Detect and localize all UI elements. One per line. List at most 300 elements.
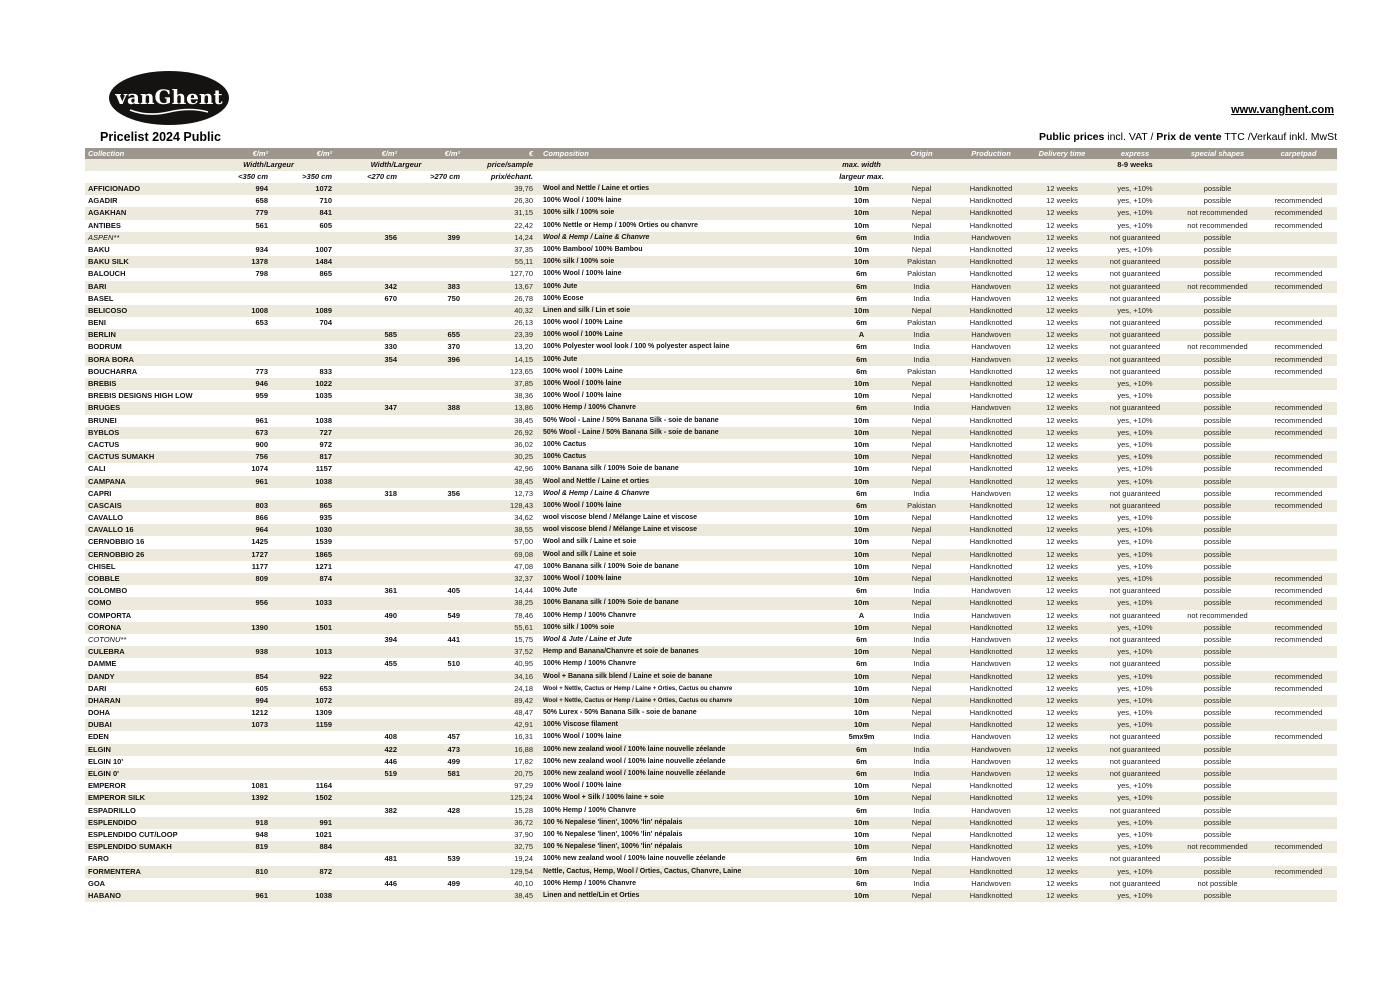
delivery-time: 12 weeks: [1046, 305, 1078, 315]
sample-price: 16,88: [514, 744, 533, 754]
sample-price: 40,95: [514, 659, 533, 669]
express: not guaranteed: [1109, 769, 1161, 778]
express: yes, +10%: [1117, 537, 1153, 547]
collection-name: DUBAI: [88, 720, 112, 730]
production: Handknotted: [969, 720, 1013, 730]
collection-name: ELGIN: [88, 744, 111, 754]
express: yes, +10%: [1117, 525, 1153, 535]
table-row: [85, 756, 1337, 768]
composition: Linen and silk / Lin et soie: [543, 306, 631, 314]
express: yes, +10%: [1117, 379, 1153, 388]
carpetpad: recommended: [1274, 403, 1323, 413]
table-row: [85, 817, 1337, 829]
price-per-m2-gt270: 370: [447, 342, 460, 352]
express: yes, +10%: [1117, 842, 1153, 852]
price-per-m2-lt350: 956: [255, 598, 268, 608]
col-header-collection: Collection: [88, 149, 125, 158]
express: yes, +10%: [1117, 220, 1153, 230]
price-per-m2-lt350: 946: [255, 379, 268, 388]
collection-name: FORMENTERA: [88, 866, 141, 876]
price-per-m2-lt270: 481: [384, 854, 397, 864]
price-per-m2-gt350: 1271: [315, 561, 332, 571]
special-shapes: possible: [1203, 598, 1232, 608]
special-shapes: possible: [1203, 756, 1232, 766]
express: yes, +10%: [1117, 305, 1153, 315]
price-per-m2-gt350: 874: [319, 574, 332, 583]
table-row: [85, 195, 1337, 207]
sample-price: 17,82: [514, 756, 533, 766]
special-shapes: possible: [1203, 476, 1232, 486]
table-row: [85, 610, 1337, 622]
express: not guaranteed: [1109, 403, 1161, 413]
collection-name: CULEBRA: [88, 647, 125, 657]
sample-price: 38,45: [514, 476, 533, 486]
price-per-m2-lt350: 798: [255, 269, 268, 279]
origin: India: [913, 732, 930, 742]
pricelist-table: [85, 148, 1337, 902]
max-width: 6m: [856, 878, 867, 888]
sample-price: 15,75: [514, 634, 533, 644]
price-per-m2-lt350: 866: [255, 513, 268, 523]
max-width: 6m: [856, 659, 867, 669]
sample-price: 23,39: [514, 330, 533, 340]
composition: 100% Jute: [543, 587, 578, 595]
sample-price: 36,02: [514, 439, 533, 449]
sample-price: 13,86: [514, 403, 533, 413]
origin: India: [913, 769, 930, 778]
production: Handknotted: [969, 476, 1013, 486]
special-shapes: possible: [1203, 244, 1232, 254]
table-row: [85, 500, 1337, 512]
max-width: 6m: [856, 318, 867, 328]
table-row: [85, 573, 1337, 585]
delivery-time: 12 weeks: [1046, 683, 1078, 693]
max-width: 6m: [856, 769, 867, 778]
price-per-m2-lt350: 964: [255, 525, 268, 535]
price-note-prix: Prix de vente: [1156, 131, 1222, 143]
price-per-m2-lt350: 948: [255, 829, 268, 839]
origin: Nepal: [911, 305, 932, 315]
express: not guaranteed: [1109, 586, 1161, 596]
price-per-m2-gt350: 991: [319, 817, 332, 827]
express: yes, +10%: [1117, 829, 1153, 839]
composition: Wool and Nettle / Laine et orties: [543, 185, 650, 192]
express: yes, +10%: [1117, 513, 1153, 523]
sample-price: 37,85: [514, 379, 533, 388]
delivery-time: 12 weeks: [1046, 732, 1078, 742]
special-shapes: possible: [1203, 622, 1232, 632]
sample-price: 20,75: [514, 769, 533, 778]
subheader-largeur-max: largeur max.: [839, 172, 884, 181]
price-per-m2-lt350: 658: [255, 196, 268, 206]
sample-price: 57,00: [514, 537, 533, 547]
price-per-m2-lt350: 1074: [251, 464, 268, 474]
col-header-express: express: [1120, 149, 1150, 158]
max-width: 10m: [853, 720, 869, 730]
delivery-time: 12 weeks: [1046, 257, 1078, 267]
vanghent-logo: [108, 70, 230, 132]
production: Handknotted: [969, 500, 1013, 510]
max-width: 10m: [853, 683, 869, 693]
production: Handknotted: [969, 464, 1013, 474]
special-shapes: possible: [1203, 391, 1232, 401]
delivery-time: 12 weeks: [1046, 232, 1078, 242]
table-row: [85, 744, 1337, 756]
origin: Nepal: [911, 574, 932, 583]
origin: India: [913, 403, 930, 413]
max-width: 6m: [856, 293, 867, 303]
express: yes, +10%: [1117, 415, 1153, 425]
production: Handwoven: [971, 659, 1011, 669]
price-per-m2-gt350: 1089: [315, 305, 332, 315]
delivery-time: 12 weeks: [1046, 379, 1078, 388]
special-shapes: possible: [1203, 549, 1232, 559]
special-shapes: possible: [1203, 561, 1232, 571]
sample-price: 26,78: [514, 293, 533, 303]
max-width: 10m: [853, 513, 869, 523]
max-width: 10m: [853, 391, 869, 401]
vanghent-logo-image: [108, 70, 230, 127]
delivery-time: 12 weeks: [1046, 708, 1078, 718]
composition: 100 % Nepalese 'linen', 100% 'lin' népalais: [543, 843, 683, 851]
table-row: [85, 390, 1337, 402]
sample-price: 31,15: [514, 208, 533, 218]
max-width: 6m: [856, 269, 867, 279]
composition: 100% new zealand wool / 100% laine nouvelle zéelande: [543, 770, 726, 777]
composition: wool viscose blend / Mélange Laine et viscose: [543, 514, 698, 522]
delivery-time: 12 weeks: [1046, 793, 1078, 803]
collection-name: DOHA: [88, 708, 111, 718]
origin: Pakistan: [907, 257, 936, 267]
price-per-m2-lt270: 446: [384, 756, 397, 766]
delivery-time: 12 weeks: [1046, 817, 1078, 827]
production: Handknotted: [969, 525, 1013, 535]
sample-price: 26,30: [514, 196, 533, 206]
price-per-m2-lt350: 854: [255, 671, 268, 681]
special-shapes: possible: [1203, 634, 1232, 644]
price-per-m2-gt270: 655: [447, 330, 460, 340]
max-width: 6m: [856, 281, 867, 291]
table-row: [85, 293, 1337, 305]
express: yes, +10%: [1117, 196, 1153, 206]
max-width: 10m: [853, 439, 869, 449]
max-width: 10m: [853, 244, 869, 254]
origin: Nepal: [911, 708, 932, 718]
origin: Nepal: [911, 598, 932, 608]
price-note-public-prices: Public prices: [1038, 131, 1105, 143]
price-per-m2-gt270: 499: [447, 878, 460, 888]
carpetpad: recommended: [1274, 427, 1323, 437]
price-per-m2-lt270: 490: [384, 610, 397, 620]
price-per-m2-gt350: 884: [319, 842, 332, 852]
production: Handwoven: [971, 330, 1011, 340]
production: Handknotted: [969, 574, 1013, 583]
price-per-m2-gt350: 872: [319, 866, 332, 876]
max-width: 10m: [853, 695, 869, 705]
origin: Nepal: [911, 439, 932, 449]
price-per-m2-gt350: 727: [319, 427, 332, 437]
price-per-m2-gt350: 704: [319, 318, 332, 328]
sample-price: 38,25: [514, 598, 533, 608]
sample-price: 15,28: [514, 805, 533, 815]
delivery-time: 12 weeks: [1046, 244, 1078, 254]
website-link[interactable]: www.vanghent.com: [1231, 104, 1334, 116]
sample-price: 39,76: [514, 184, 533, 193]
page-title: Pricelist 2024 Public: [100, 130, 221, 144]
origin: Nepal: [911, 549, 932, 559]
sample-price: 69,08: [514, 549, 533, 559]
price-per-m2-gt350: 833: [319, 366, 332, 376]
carpetpad: recommended: [1274, 574, 1323, 583]
max-width: 6m: [856, 403, 867, 413]
delivery-time: 12 weeks: [1046, 610, 1078, 620]
special-shapes: possible: [1203, 769, 1232, 778]
price-per-m2-gt350: 1072: [315, 184, 332, 193]
delivery-time: 12 weeks: [1046, 391, 1078, 401]
sample-price: 38,55: [514, 525, 533, 535]
collection-name: BASEL: [88, 293, 114, 303]
special-shapes: possible: [1203, 232, 1232, 242]
collection-name: COBBLE: [88, 574, 120, 583]
collection-name: FARO: [88, 854, 109, 864]
origin: Pakistan: [907, 500, 936, 510]
table-row: [85, 329, 1337, 341]
price-per-m2-gt270: 539: [447, 854, 460, 864]
table-row: [85, 476, 1337, 488]
composition: Wool & Jute / Laine et Jute: [543, 635, 632, 643]
origin: India: [913, 281, 930, 291]
price-per-m2-gt350: 1539: [315, 537, 332, 547]
table-row: [85, 488, 1337, 500]
sample-price: 47,08: [514, 561, 533, 571]
origin: India: [913, 232, 930, 242]
origin: Nepal: [911, 622, 932, 632]
carpetpad: recommended: [1274, 269, 1323, 279]
composition: Wool + Nettle, Cactus or Hemp / Laine + Orties, Cactus ou chanvre: [543, 697, 733, 704]
composition: 100% Wool / 100% laine: [543, 380, 622, 387]
table-row: [85, 671, 1337, 683]
carpetpad: recommended: [1274, 622, 1323, 632]
sample-price: 127,70: [510, 269, 533, 279]
origin: Nepal: [911, 525, 932, 535]
composition: Wool + Banana silk blend / Laine et soie de banane: [543, 672, 713, 680]
composition: 100% Jute: [543, 282, 578, 290]
price-per-m2-gt270: 473: [447, 744, 460, 754]
price-per-m2-lt270: 318: [384, 488, 397, 498]
subheader-lt270: <270 cm: [367, 172, 397, 181]
price-per-m2-gt350: 1072: [315, 695, 332, 705]
origin: Nepal: [911, 537, 932, 547]
composition: 100% Wool / 100% laine: [543, 501, 622, 509]
max-width: 10m: [853, 781, 869, 791]
production: Handwoven: [971, 732, 1011, 742]
origin: India: [913, 634, 930, 644]
price-per-m2-gt350: 972: [319, 439, 332, 449]
production: Handwoven: [971, 610, 1011, 620]
composition: Linen and nettle/Lin et Orties: [543, 891, 640, 899]
max-width: 6m: [856, 854, 867, 864]
price-per-m2-gt270: 388: [447, 403, 460, 413]
production: Handknotted: [969, 842, 1013, 852]
carpetpad: recommended: [1274, 196, 1323, 206]
production: Handwoven: [971, 488, 1011, 498]
origin: Pakistan: [907, 366, 936, 376]
collection-name: BODRUM: [88, 342, 122, 352]
collection-name: CAPRI: [88, 488, 112, 498]
price-per-m2-lt350: 803: [255, 500, 268, 510]
composition: 50% Lurex - 50% Banana Silk - soie de banane: [543, 709, 697, 717]
express: yes, +10%: [1117, 561, 1153, 571]
express: yes, +10%: [1117, 439, 1153, 449]
composition: Hemp and Banana/Chanvre et soie de bananes: [543, 648, 699, 656]
table-row: [85, 634, 1337, 646]
max-width: 10m: [853, 866, 869, 876]
table-subheader-1: [85, 159, 1337, 171]
express: not guaranteed: [1109, 610, 1161, 620]
price-note-ttc: TTC /Verkauf inkl. MwSt: [1221, 131, 1337, 143]
carpetpad: recommended: [1274, 732, 1323, 742]
sample-price: 37,90: [514, 829, 533, 839]
price-per-m2-lt350: 561: [255, 220, 268, 230]
special-shapes: possible: [1203, 330, 1232, 340]
special-shapes: possible: [1203, 574, 1232, 583]
price-per-m2-lt270: 519: [384, 769, 397, 778]
table-row: [85, 232, 1337, 244]
sample-price: 55,61: [514, 622, 533, 632]
price-per-m2-lt270: 585: [384, 330, 397, 340]
sample-price: 24,18: [514, 683, 533, 693]
table-row: [85, 341, 1337, 353]
sample-price: 97,29: [514, 781, 533, 791]
composition: 100% Viscose filament: [543, 721, 618, 729]
max-width: 10m: [853, 622, 869, 632]
price-per-m2-lt350: 961: [255, 476, 268, 486]
composition: 100% wool / 100% Laine: [543, 331, 623, 339]
price-per-m2-lt270: 408: [384, 732, 397, 742]
subheader-width-largeur-1: Width/Largeur: [243, 160, 294, 169]
col-header-composition: Composition: [543, 149, 589, 158]
composition: Wool & Hemp / Laine & Chanvre: [543, 233, 650, 241]
delivery-time: 12 weeks: [1046, 805, 1078, 815]
collection-name: CORONA: [88, 622, 122, 632]
price-per-m2-lt270: 382: [384, 805, 397, 815]
express: not guaranteed: [1109, 281, 1161, 291]
price-per-m2-lt350: 810: [255, 866, 268, 876]
special-shapes: possible: [1203, 318, 1232, 328]
price-per-m2-gt350: 1502: [315, 793, 332, 803]
express: yes, +10%: [1117, 574, 1153, 583]
special-shapes: possible: [1203, 854, 1232, 864]
delivery-time: 12 weeks: [1046, 854, 1078, 864]
sample-price: 36,72: [514, 817, 533, 827]
express: not guaranteed: [1109, 878, 1161, 888]
max-width: 5mx9m: [848, 732, 875, 742]
table-row: [85, 427, 1337, 439]
collection-name: EMPEROR: [88, 781, 126, 791]
price-per-m2-lt350: 1081: [251, 781, 268, 791]
max-width: 10m: [853, 208, 869, 218]
composition: 100% wool / 100% Laine: [543, 319, 623, 327]
express: yes, +10%: [1117, 476, 1153, 486]
express: yes, +10%: [1117, 427, 1153, 437]
composition: 100% Nettle or Hemp / 100% Orties ou chanvre: [543, 221, 698, 229]
express: yes, +10%: [1117, 890, 1153, 900]
express: yes, +10%: [1117, 647, 1153, 657]
origin: India: [913, 878, 930, 888]
sample-price: 34,62: [514, 513, 533, 523]
collection-name: COTONU**: [88, 634, 127, 644]
production: Handwoven: [971, 281, 1011, 291]
delivery-time: 12 weeks: [1046, 598, 1078, 608]
origin: India: [913, 805, 930, 815]
table-row: [85, 220, 1337, 232]
delivery-time: 12 weeks: [1046, 208, 1078, 218]
price-per-m2-gt350: 1035: [315, 391, 332, 401]
express: not guaranteed: [1109, 500, 1161, 510]
sample-price: 16,31: [514, 732, 533, 742]
composition: 100% Polyester wool look / 100 % polyester aspect laine: [543, 343, 730, 351]
production: Handknotted: [969, 781, 1013, 791]
delivery-time: 12 weeks: [1046, 403, 1078, 413]
delivery-time: 12 weeks: [1046, 330, 1078, 340]
express: not guaranteed: [1109, 756, 1161, 766]
price-per-m2-gt270: 457: [447, 732, 460, 742]
special-shapes: possible: [1203, 464, 1232, 474]
max-width: 6m: [856, 488, 867, 498]
collection-name: ESPLENDIDO: [88, 817, 137, 827]
sample-price: 123,65: [510, 366, 533, 376]
special-shapes: possible: [1203, 586, 1232, 596]
production: Handknotted: [969, 318, 1013, 328]
table-row: [85, 707, 1337, 719]
delivery-time: 12 weeks: [1046, 452, 1078, 462]
express: not guaranteed: [1109, 744, 1161, 754]
sample-price: 13,20: [514, 342, 533, 352]
price-per-m2-lt270: 356: [384, 232, 397, 242]
price-per-m2-lt350: 605: [255, 683, 268, 693]
production: Handknotted: [969, 269, 1013, 279]
production: Handwoven: [971, 805, 1011, 815]
origin: Nepal: [911, 391, 932, 401]
special-shapes: not recommended: [1187, 208, 1248, 218]
price-per-m2-lt350: 994: [255, 695, 268, 705]
composition: Wool and Nettle / Laine et orties: [543, 477, 650, 485]
composition: 100% new zealand wool / 100% laine nouvelle zéelande: [543, 757, 726, 765]
production: Handknotted: [969, 683, 1013, 693]
production: Handknotted: [969, 513, 1013, 523]
special-shapes: possible: [1203, 403, 1232, 413]
table-row: [85, 536, 1337, 548]
production: Handknotted: [969, 305, 1013, 315]
collection-name: ESPLENDIDO SUMAKH: [88, 842, 172, 852]
collection-name: BOUCHARRA: [88, 366, 138, 376]
carpetpad: recommended: [1274, 866, 1323, 876]
express: yes, +10%: [1117, 708, 1153, 718]
max-width: 10m: [853, 379, 869, 388]
max-width: 10m: [853, 452, 869, 462]
price-per-m2-lt270: 394: [384, 634, 397, 644]
max-width: 6m: [856, 634, 867, 644]
special-shapes: possible: [1203, 732, 1232, 742]
price-per-m2-lt350: 819: [255, 842, 268, 852]
max-width: 6m: [856, 805, 867, 815]
composition: 100% Jute: [543, 355, 578, 363]
max-width: 10m: [853, 708, 869, 718]
origin: Nepal: [911, 793, 932, 803]
sample-price: 14,15: [514, 354, 533, 364]
carpetpad: recommended: [1274, 318, 1323, 328]
production: Handknotted: [969, 695, 1013, 705]
